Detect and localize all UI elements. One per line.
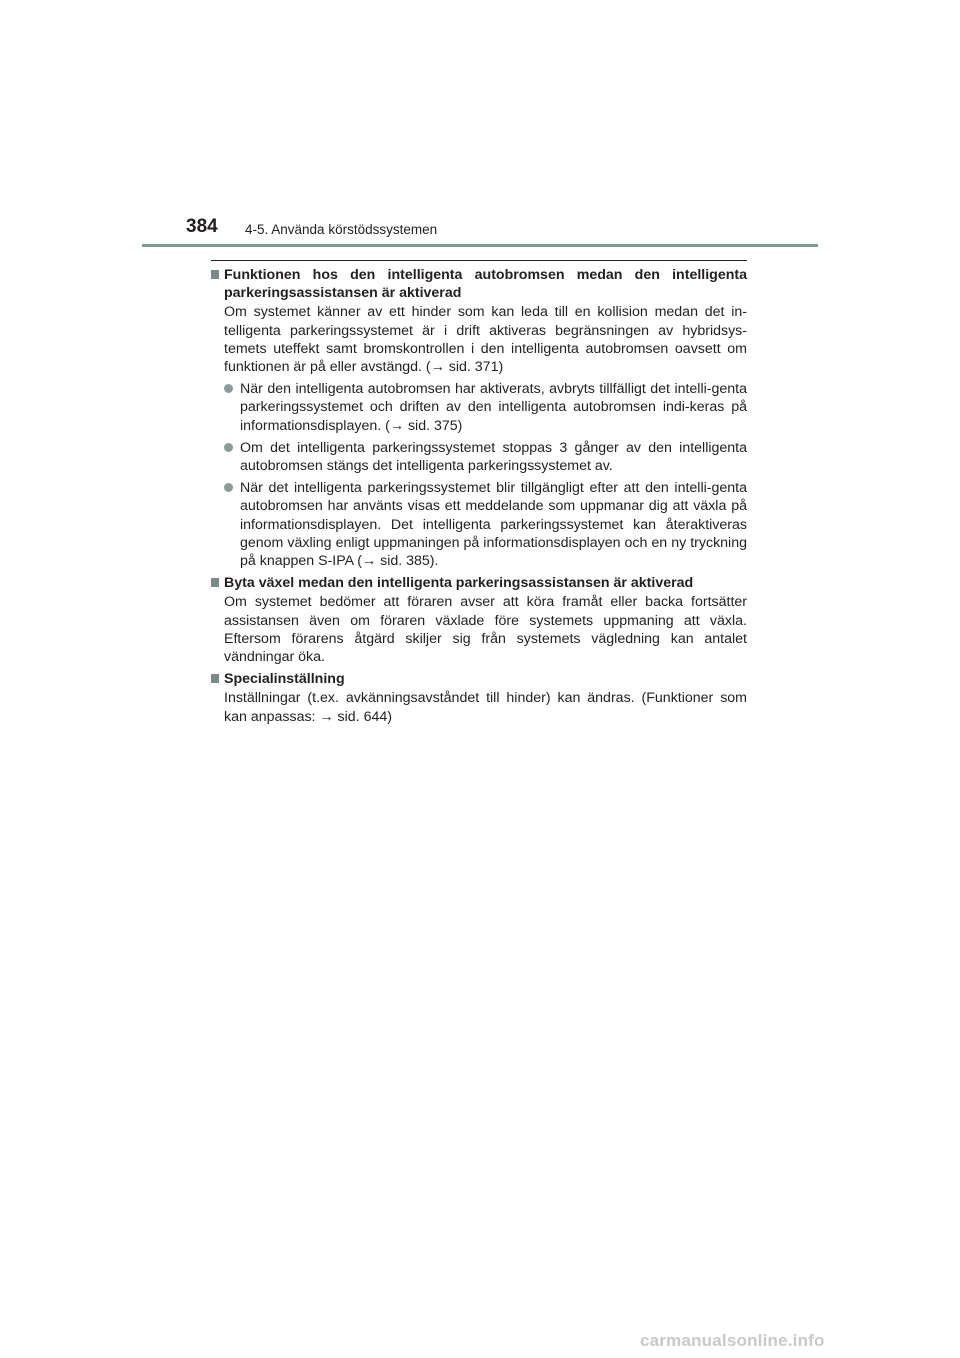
content-rule	[211, 260, 747, 261]
square-bullet-icon	[211, 578, 219, 587]
watermark: carmanualsonline.info	[640, 1331, 825, 1350]
page-number: 384	[186, 216, 218, 237]
round-bullet-icon	[224, 384, 233, 393]
list-item: Om det intelligenta parkeringssystemet stoppas 3 gånger av den intelligenta autobromsen stängs det intelligenta parkeringssystemet av.	[210, 439, 747, 475]
list-item: När det intelligenta parkeringssystemet blir tillgängligt efter att den intelli-genta autobromsen har använts visas ett meddelande som uppmanar dig att växla på informationsdisplayen. Det intelligenta parkeringssystemet kan återaktiveras genom växling enligt uppmaningen på informationsdisplayen och en ny tryckning på knappen S-IPA (→ sid. 385).	[210, 479, 747, 570]
section-heading: Funktionen hos den intelligenta autobromsen medan den intelligenta parkeringsassistansen är aktiverad	[210, 266, 747, 302]
section-heading: Byta växel medan den intelligenta parkeringsassistansen är aktiverad	[210, 574, 747, 592]
section-body: Inställningar (t.ex. avkänningsavståndet till hinder) kan ändras. (Funktioner som kan anpassas: → sid. 644)	[224, 690, 747, 725]
section-title: 4-5. Använda körstödssystemen	[245, 222, 438, 237]
square-bullet-icon	[211, 674, 219, 683]
header-rule	[142, 244, 818, 247]
section-body: Om systemet känner av ett hinder som kan leda till en kollision medan det in-telligenta parkeringssystemet är i drift aktiveras begränsningen av hybridsys-temets uteffekt samt bromskontrollen i den intelligenta autobromsen oavsett om funktionen är på eller avstängd. (→ sid. 371)	[224, 304, 747, 376]
list-item: När den intelligenta autobromsen har aktiverats, avbryts tillfälligt det intelli-genta parkeringssystemet och driften av den intelligenta autobromsen indi-keras på informationsdisplayen. (→ sid. 375)	[210, 380, 747, 435]
section-heading: Specialinställning	[210, 670, 747, 688]
section-body: Om systemet bedömer att föraren avser att köra framåt eller backa fortsätter assistansen även om föraren växlade före systemets uppmaning att växla. Eftersom förarens åtgärd skiljer sig från systemets vägledning kan antalet vändningar öka.	[224, 594, 747, 666]
round-bullet-icon	[224, 483, 233, 492]
square-bullet-icon	[211, 270, 219, 279]
round-bullet-icon	[224, 443, 233, 452]
page-content	[210, 266, 747, 726]
